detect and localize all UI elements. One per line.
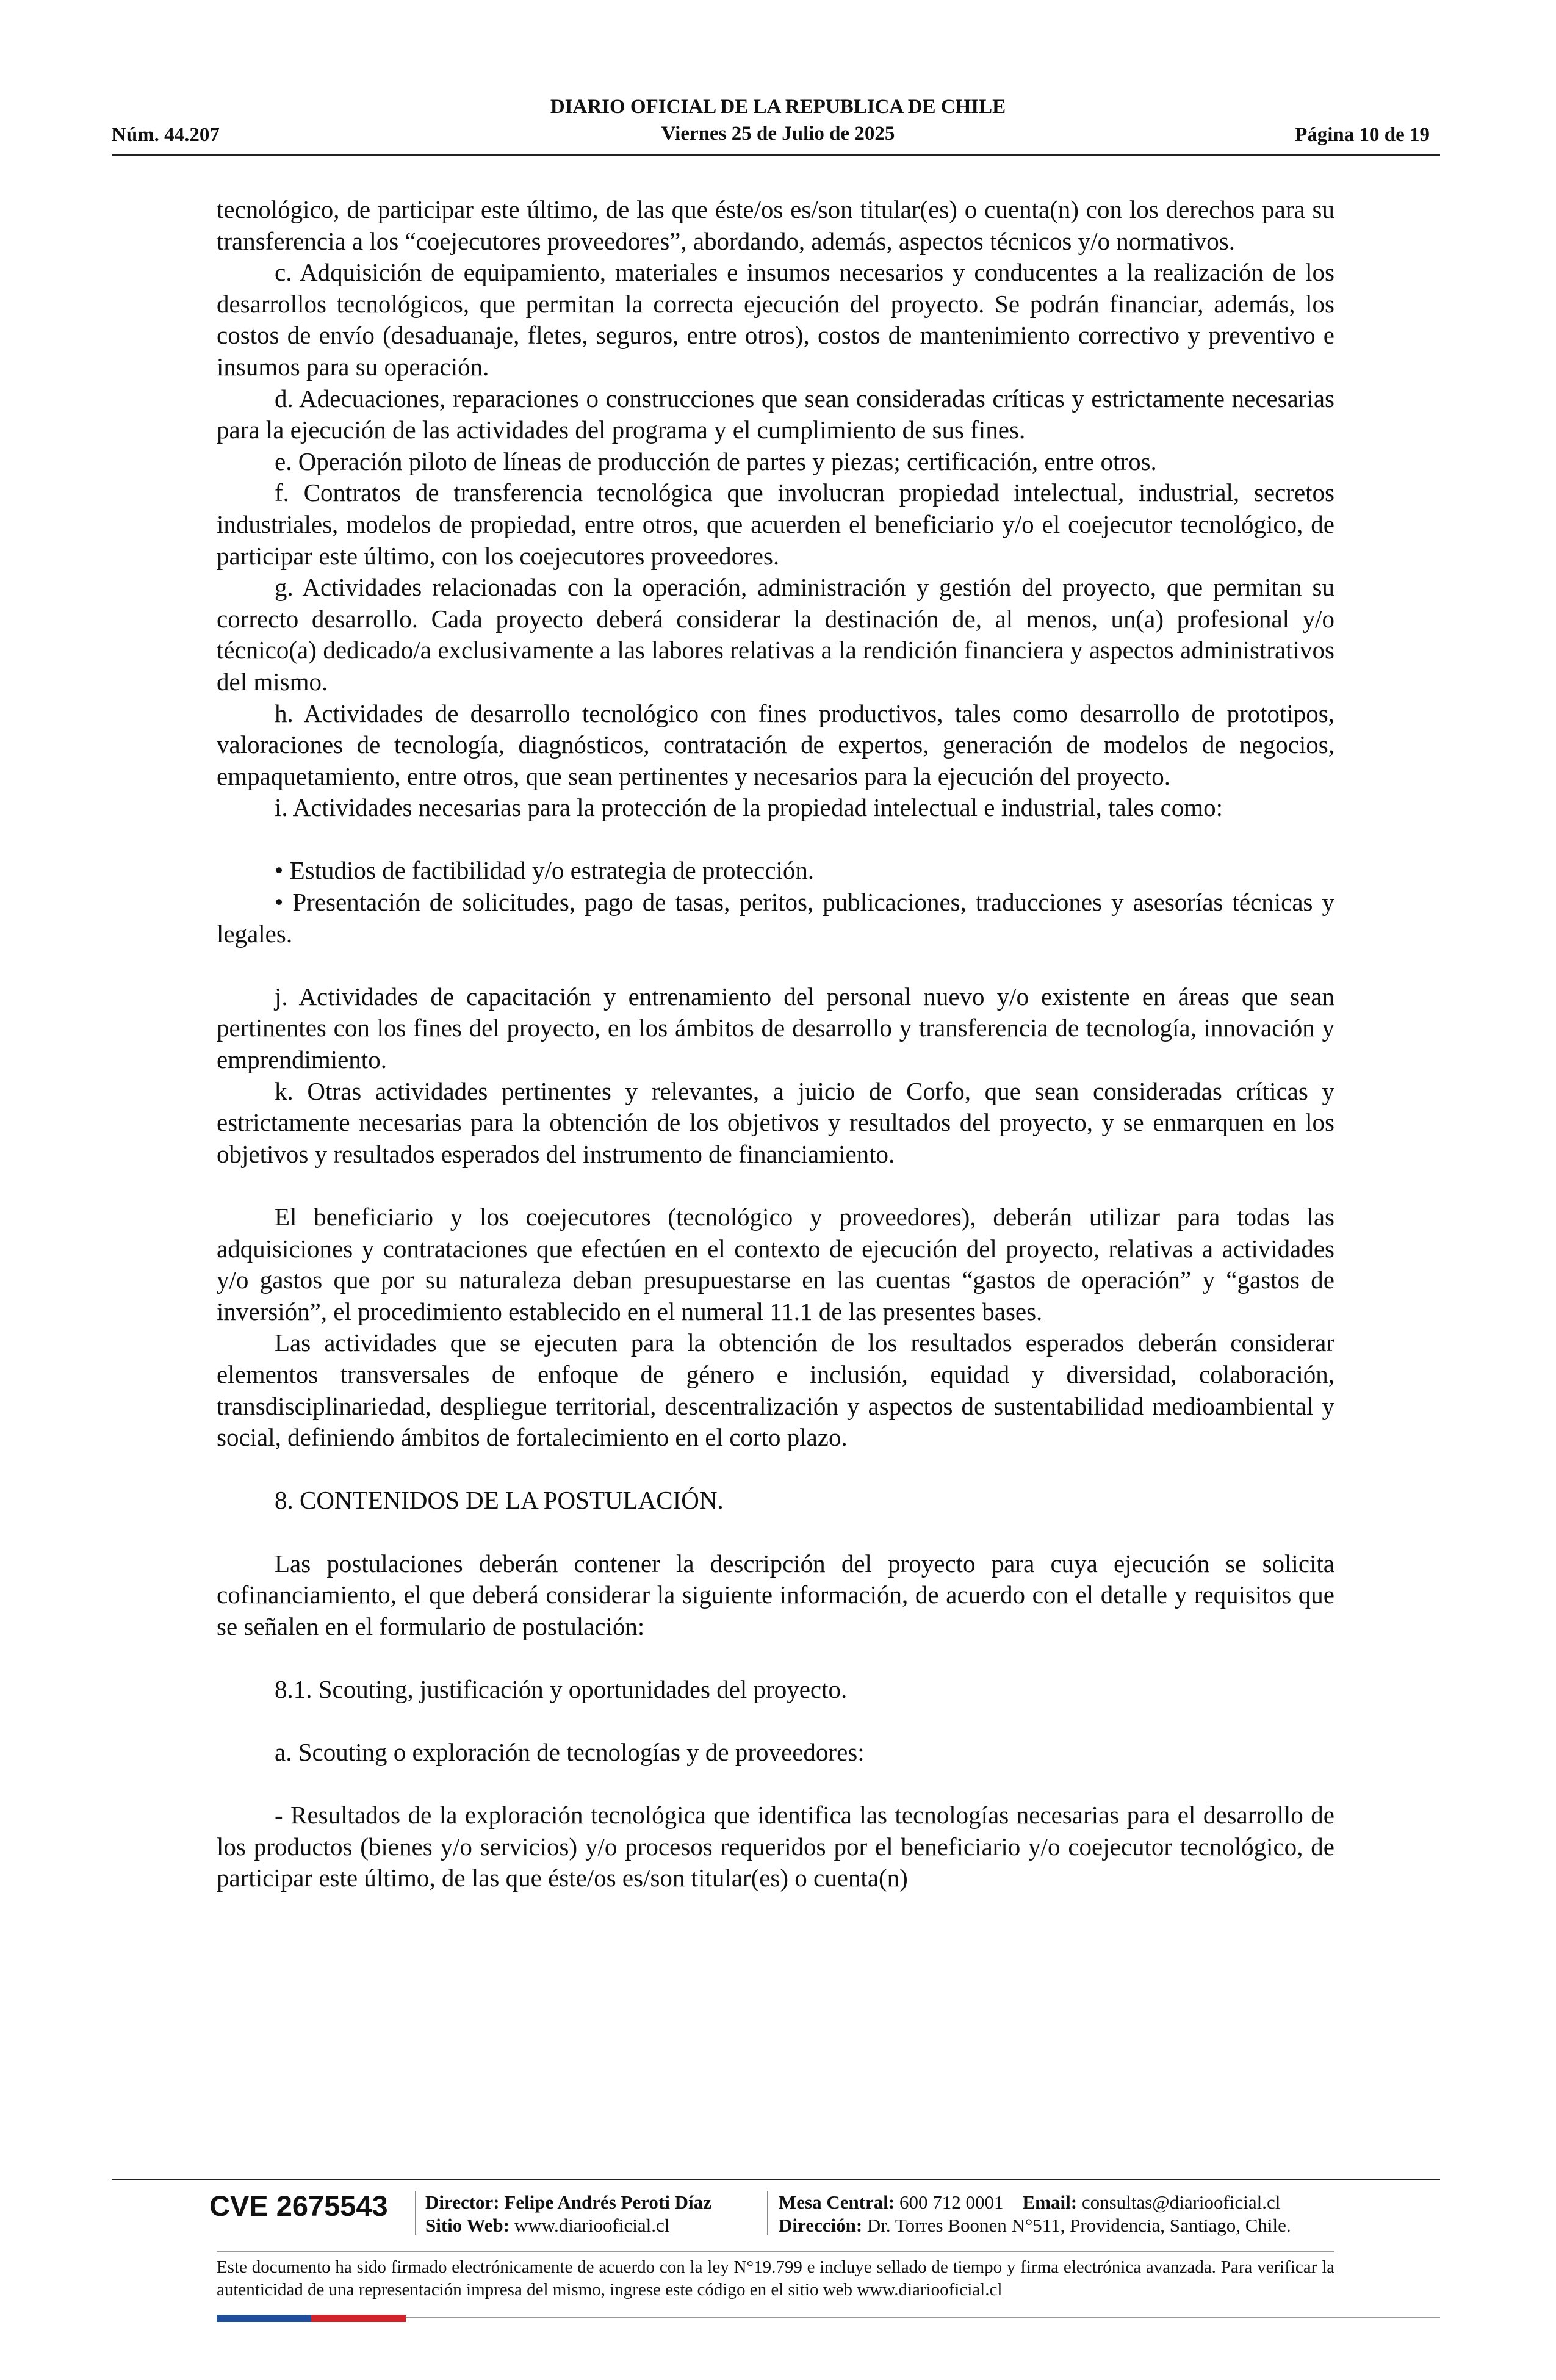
issue-number: Núm. 44.207: [112, 124, 220, 146]
phone-value: 600 712 0001: [899, 2191, 1004, 2213]
paragraph: • Presentación de solicitudes, pago de tasas, peritos, publicaciones, traducciones y asesorías técnicas y legales.: [217, 888, 1334, 948]
paragraph: a. Scouting o exploración de tecnologías y de proveedores:: [275, 1738, 865, 1767]
paragraph: i. Actividades necesarias para la protección de la propiedad intelectual e industrial, tales como:: [275, 793, 1223, 822]
website-link[interactable]: www.diariooficial.cl: [514, 2215, 670, 2236]
address-line: [779, 2214, 1291, 2237]
paragraph: - Resultados de la exploración tecnológica que identifica las tecnologías necesarias para el desarrollo de los productos (bienes y/o servicios) y/o procesos requeridos por el beneficiario y/o coejecutor tecnológico, de participar este último, de las que éste/os es/son titular(es) o cuenta(n): [217, 1801, 1334, 1892]
paragraph-spacer: [217, 1170, 1334, 1202]
contact-block: [779, 2191, 1291, 2237]
paragraph: El beneficiario y los coejecutores (tecnológico y proveedores), deberán utilizar para todas las adquisiciones y contrataciones que efectúen en el contexto de ejecución del proyecto, relativas a actividades y/o gastos que por su naturaleza deban presupuestarse en las cuentas “gastos de operación” y “gastos de inversión”, el procedimiento establecido en el numeral 11.1 de las presentes bases.: [217, 1203, 1334, 1325]
paragraph-spacer: [217, 1769, 1334, 1800]
flag-bar: [217, 2315, 406, 2322]
footer-separator: [415, 2191, 416, 2235]
director-name: Felipe Andrés Peroti Díaz: [504, 2191, 711, 2213]
paragraph-spacer: [217, 824, 1334, 856]
paragraph: • Estudios de factibilidad y/o estrategia de protección.: [275, 856, 815, 885]
paragraph: e. Operación piloto de líneas de producción de partes y piezas; certificación, entre otros.: [275, 447, 1157, 475]
director-line: [425, 2191, 711, 2214]
paragraph-spacer: [217, 1642, 1334, 1674]
footer-divider: [217, 2251, 1334, 2252]
email-link[interactable]: consultas@diariooficial.cl: [1081, 2191, 1281, 2213]
email-label: Email:: [1022, 2191, 1078, 2213]
footer-separator: [767, 2191, 768, 2235]
address-value: Dr. Torres Boonen N°511, Providencia, Santiago, Chile.: [866, 2215, 1291, 2236]
footer-bottom-line: [406, 2317, 1440, 2318]
flag-red-segment: [311, 2315, 406, 2322]
website-label: Sitio Web:: [425, 2215, 510, 2236]
paragraph: h. Actividades de desarrollo tecnológico con fines productivos, tales como desarrollo de prototipos, valoraciones de tecnología, diagnósticos, contratación de expertos, generación de modelos de negocios, empaquetamiento, entre otros, que sean pertinentes y necesarios para la ejecución del proyecto.: [217, 699, 1334, 790]
paragraph-spacer: [217, 1516, 1334, 1548]
paragraph: d. Adecuaciones, reparaciones o construcciones que sean consideradas críticas y estrictamente necesarias para la ejecución de las actividades del programa y el cumplimiento de sus fines.: [217, 384, 1334, 444]
paragraph: 8.1. Scouting, justificación y oportunidades del proyecto.: [275, 1675, 848, 1703]
paragraph: Las postulaciones deberán contener la descripción del proyecto para cuya ejecución se solicita cofinanciamiento, el que deberá considerar la siguiente información, de acuerdo con el detalle y requisitos que se señalen en el formulario de postulación:: [217, 1549, 1334, 1640]
phone-label: Mesa Central:: [779, 2191, 895, 2213]
paragraph: Las actividades que se ejecuten para la obtención de los resultados esperados deberán considerar elementos transversales de enfoque de género e inclusión, equidad y diversidad, colaboración, transdisciplinariedad, despliegue territorial, descentralización y aspectos de sustentabilidad medioambiental y social, definiendo ámbitos de fortalecimiento en el corto plazo.: [217, 1329, 1334, 1452]
director-label: Director:: [425, 2191, 500, 2213]
contact-line: [779, 2191, 1291, 2214]
document-body: [217, 194, 1334, 1894]
flag-blue-segment: [217, 2315, 311, 2322]
paragraph: k. Otras actividades pertinentes y relevantes, a juicio de Corfo, que sean consideradas críticas y estrictamente necesarias para la obtención de los objetivos y resultados del proyecto, y se enmarquen en los objetivos y resultados esperados del instrumento de financiamiento.: [217, 1076, 1334, 1168]
paragraph: f. Contratos de transferencia tecnológica que involucran propiedad intelectual, industrial, secretos industriales, modelos de propiedad, entre otros, que acuerden el beneficiario y/o el coejecutor tecnológico, de participar este último, con los coejecutores proveedores.: [217, 478, 1334, 570]
footer-divider: [112, 2179, 1440, 2180]
signature-notice: Este documento ha sido firmado electrónicamente de acuerdo con la ley N°19.799 e incluye sellado de tiempo y firma electrónica avanzada. Para verificar la autenticidad de una representación impresa del mismo, ingrese este código en el sitio web www.diariooficial.cl: [217, 2257, 1334, 2299]
paragraph: j. Actividades de capacitación y entrenamiento del personal nuevo y/o existente en áreas que sean pertinentes con los fines del proyecto, en los ámbitos de desarrollo y transferencia de tecnología, innovación y emprendimiento.: [217, 982, 1334, 1074]
address-label: Dirección:: [779, 2215, 863, 2236]
paragraph: tecnológico, de participar este último, de las que éste/os es/son titular(es) o cuenta(n) con los derechos para su transferencia a los “coejecutores proveedores”, abordando, además, aspectos técnicos y/o normativos.: [217, 195, 1334, 255]
paragraph-spacer: [217, 950, 1334, 981]
paragraph: g. Actividades relacionadas con la operación, administración y gestión del proyecto, que permitan su correcto desarrollo. Cada proyecto deberá considerar la destinación de, al menos, un(a) profesional y/o técnico(a) dedicado/a exclusivamente a las labores relativas a la rendición financiera y aspectos administrativos del mismo.: [217, 573, 1334, 696]
website-line: [425, 2214, 711, 2237]
publication-title: DIARIO OFICIAL DE LA REPUBLICA DE CHILE: [550, 96, 1006, 118]
director-block: [425, 2191, 711, 2237]
paragraph: 8. CONTENIDOS DE LA POSTULACIÓN.: [275, 1486, 724, 1515]
paragraph-spacer: [217, 1706, 1334, 1737]
publication-date: Viernes 25 de Julio de 2025: [661, 123, 895, 145]
paragraph: c. Adquisición de equipamiento, materiales e insumos necesarios y conducentes a la realización de los desarrollos tecnológicos, que permitan la correcta ejecución del proyecto. Se podrán financiar, además, los costos de envío (desaduanaje, fletes, seguros, entre otros), costos de mantenimiento correctivo y preventivo e insumos para su operación.: [217, 258, 1334, 381]
paragraph-spacer: [217, 1454, 1334, 1485]
header-divider: [112, 154, 1440, 156]
page-indicator: Página 10 de 19: [1295, 124, 1430, 146]
cve-code: CVE 2675543: [209, 2190, 388, 2222]
